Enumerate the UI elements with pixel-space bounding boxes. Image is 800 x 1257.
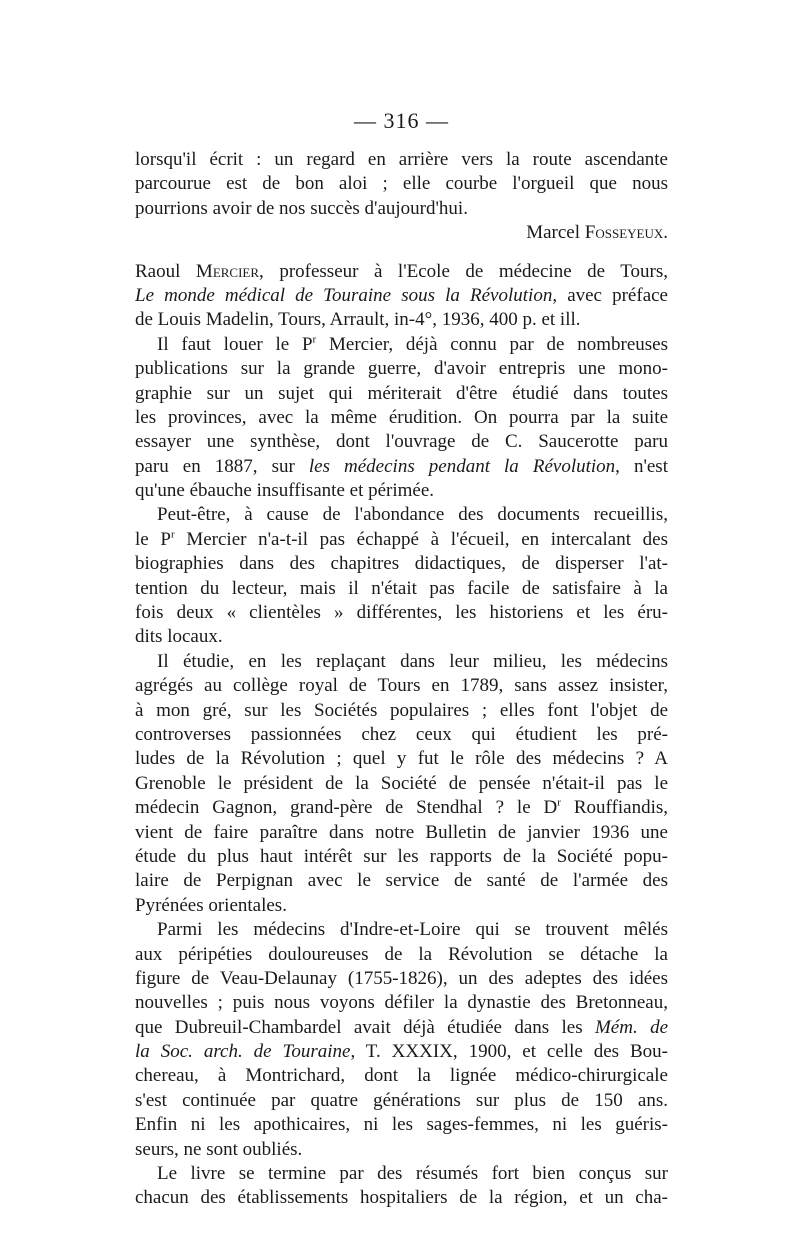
text-line: médecin Gagnon, grand-père de Stendhal ? le $D^r$ Rouffiandis, (135, 796, 668, 819)
text-line: dits locaux. (135, 626, 223, 648)
text-line: publications sur la grande guerre, d'avoir entrepris une mono- (135, 358, 668, 380)
text-line: Enfin ni les apothicaires, ni les sages-femmes, ni les guéris- (135, 1114, 668, 1136)
text-line: s'est continuée par quatre générations sur plus de 150 ans. (135, 1089, 668, 1111)
section-gap (135, 246, 668, 260)
text-line: Parmi les médecins d'Indre-et-Loire qui se trouvent mêlés (157, 919, 668, 941)
text-line: controverses passionnées chez ceux qui étudient les pré- (135, 723, 668, 745)
text-line: tention du lecteur, mais il n'était pas facile de satisfaire à la (135, 577, 668, 599)
text-line: parcourue est de bon aloi ; elle courbe l'orgueil que nous (135, 173, 668, 195)
text-line: Peut-être, à cause de l'abondance des documents recueillis, (157, 504, 668, 526)
text-line: paru en 1887, sur les médecins pendant la Révolution, n'est (135, 455, 668, 477)
text-line: aux péripéties douloureuses de la Révolution se détache la (135, 943, 668, 965)
text-line: la Soc. arch. de Touraine, T. XXXIX, 1900, et celle des Bou- (135, 1041, 668, 1063)
text-line: le $P^r$ Mercier n'a-t-il pas échappé à l'écueil, en intercalant des (135, 528, 668, 550)
text-line: agrégés au collège royal de Tours en 1789, sans assez insister, (135, 675, 668, 697)
text-line: laire de Perpignan avec le service de santé de l'armée des (135, 870, 668, 892)
text-line: chacun des établissements hospitaliers de la région, et un cha- (135, 1187, 668, 1209)
text-line: Il étudie, en les replaçant dans leur milieu, les médecins (157, 650, 668, 672)
text-line: les provinces, avec la même érudition. On pourra par la suite (135, 406, 668, 428)
text-line: de Louis Madelin, Tours, Arrault, in-4°, 1936, 400 p. et ill. (135, 309, 581, 331)
signature-first-name: Marcel (526, 222, 581, 244)
text-line: vient de faire paraître dans notre Bulletin de janvier 1936 une (135, 821, 668, 843)
text-line: ludes de la Révolution ; quel y fut le rôle des médecins ? A (135, 748, 668, 770)
text-line: qu'une ébauche insuffisante et périmée. (135, 480, 435, 502)
text-line: lorsqu'il écrit : un regard en arrière vers la route ascendante (135, 149, 668, 170)
text-line: pourrions avoir de nos succès d'aujourd'hui. (135, 197, 468, 219)
review-mercier (135, 260, 668, 1211)
text-line: Grenoble le président de la Société de pensée n'était-il pas le (135, 772, 668, 794)
text-line: Pyrénées orientales. (135, 894, 287, 916)
book-title: Le monde médical de Touraine sous la Révolution (135, 284, 553, 306)
text-line: graphie sur un sujet qui mériterait d'être étudié dans toutes (135, 382, 668, 404)
bibliographic-heading: Raoul Mercier, professeur à l'Ecole de médecine de Tours, (135, 260, 668, 282)
author-name: Mercier (195, 260, 260, 282)
text-line: à mon gré, sur les Sociétés populaires ; elles font l'objet de (135, 699, 668, 721)
signature (135, 221, 668, 245)
book-page (135, 108, 668, 1211)
review-fosseyeux-ending (135, 148, 668, 246)
text-line: nouvelles ; puis nous voyons défiler la dynastie des Bretonneau, (135, 992, 668, 1014)
text-line: figure de Veau-Delaunay (1755-1826), un des adeptes des idées (135, 967, 668, 989)
book-title-line: Le monde médical de Touraine sous la Révolution, avec préface (135, 284, 668, 306)
signature-last-name: Fosseyeux. (584, 222, 668, 244)
text-line: que Dubreuil-Chambardel avait déjà étudiée dans les Mém. de (135, 1016, 668, 1038)
text-line: étude du plus haut intérêt sur les rapports de la Société popu- (135, 845, 668, 867)
text-line: biographies dans des chapitres didactiques, de disperser l'at- (135, 553, 668, 575)
text-line: Il faut louer le $P^r$ Mercier, déjà connu par de nombreuses (157, 333, 668, 355)
text-line: seurs, ne sont oubliés. (135, 1138, 303, 1160)
text-line: Le livre se termine par des résumés fort bien conçus sur (157, 1163, 668, 1185)
text-line: fois deux « clientèles » différentes, les historiens et les éru- (135, 602, 668, 624)
text-line: chereau, à Montrichard, dont la lignée médico-chirurgicale (135, 1065, 668, 1087)
text-line: essayer une synthèse, dont l'ouvrage de C. Saucerotte paru (135, 431, 668, 453)
page-number: — 316 — (354, 108, 449, 133)
